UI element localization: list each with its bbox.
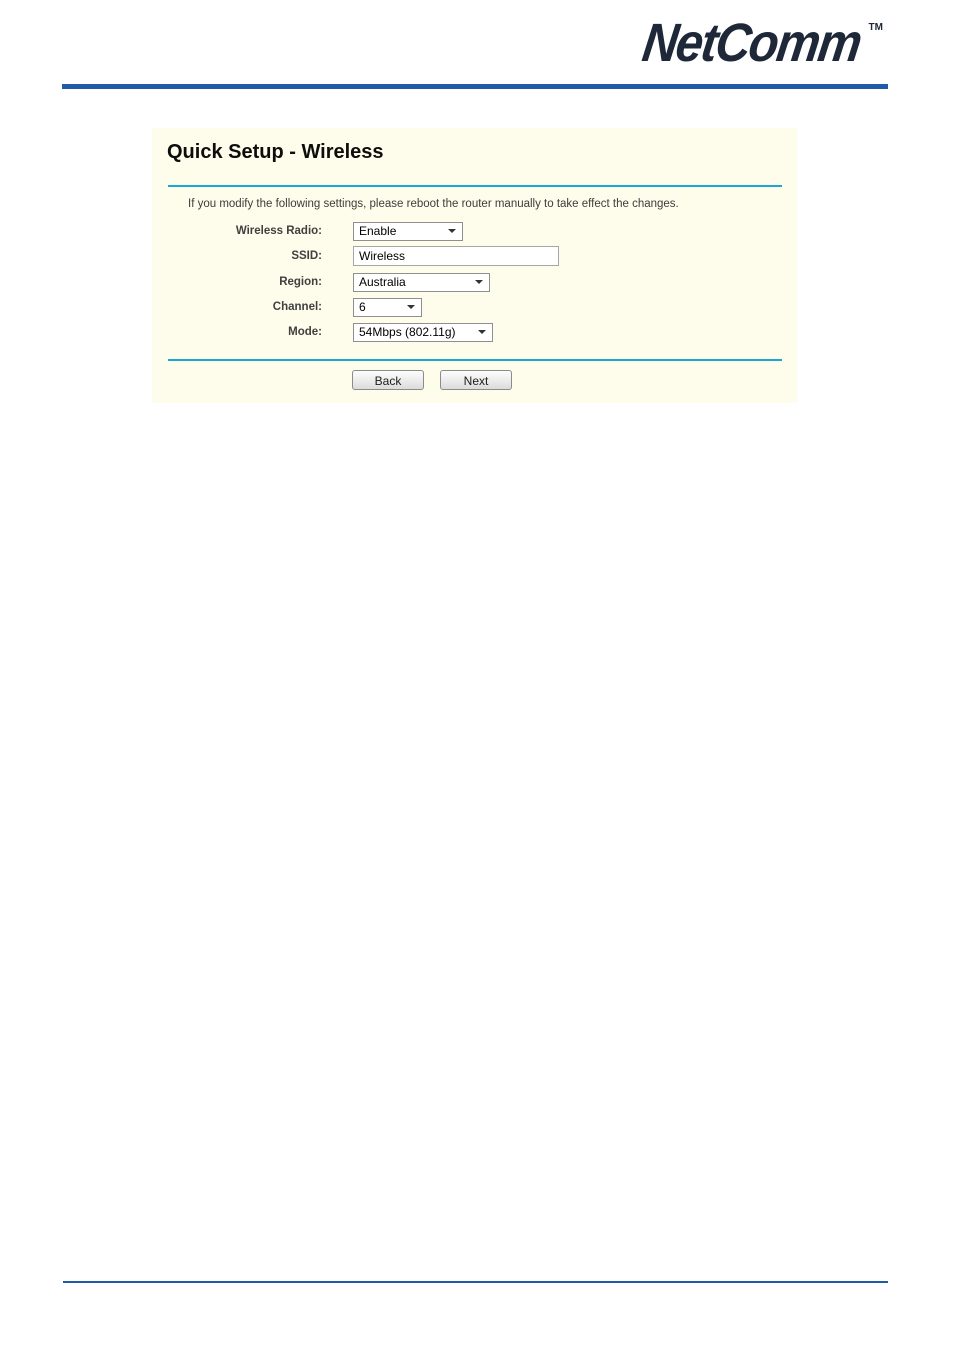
ssid-input[interactable] [353, 246, 559, 266]
channel-label: Channel: [272, 301, 322, 313]
ssid-row [152, 246, 559, 266]
footer-divider [63, 1281, 888, 1283]
brand-wordmark: NetComm [638, 13, 864, 73]
region-row [152, 272, 490, 292]
channel-value: 6 [359, 300, 366, 314]
region-label: Region: [279, 276, 322, 288]
chevron-down-icon [478, 330, 486, 334]
wireless-radio-value: Enable [359, 224, 397, 238]
next-button[interactable]: Next [440, 370, 512, 390]
ssid-label: SSID: [291, 250, 322, 262]
wireless-radio-label: Wireless Radio: [235, 225, 322, 237]
bottom-divider [168, 359, 782, 361]
wireless-radio-select[interactable] [353, 222, 463, 241]
mode-value: 54Mbps (802.11g) [359, 325, 456, 339]
channel-select[interactable] [353, 298, 422, 317]
reboot-note: If you modify the following settings, please reboot the router manually to take effect the changes. [188, 198, 679, 210]
quick-setup-panel [152, 128, 797, 403]
page-title: Quick Setup - Wireless [167, 141, 384, 163]
trademark-symbol: TM [868, 22, 883, 33]
chevron-down-icon [448, 229, 456, 233]
mode-label: Mode: [288, 326, 322, 338]
channel-row [152, 297, 422, 317]
chevron-down-icon [407, 305, 415, 309]
header-divider [62, 84, 888, 89]
back-button[interactable]: Back [352, 370, 424, 390]
wireless-radio-row [152, 221, 463, 241]
region-select[interactable] [353, 273, 490, 292]
mode-row [152, 322, 493, 342]
mode-select[interactable] [353, 323, 493, 342]
chevron-down-icon [475, 280, 483, 284]
top-divider [168, 185, 782, 187]
netcomm-logo [627, 14, 883, 72]
region-value: Australia [359, 275, 406, 289]
